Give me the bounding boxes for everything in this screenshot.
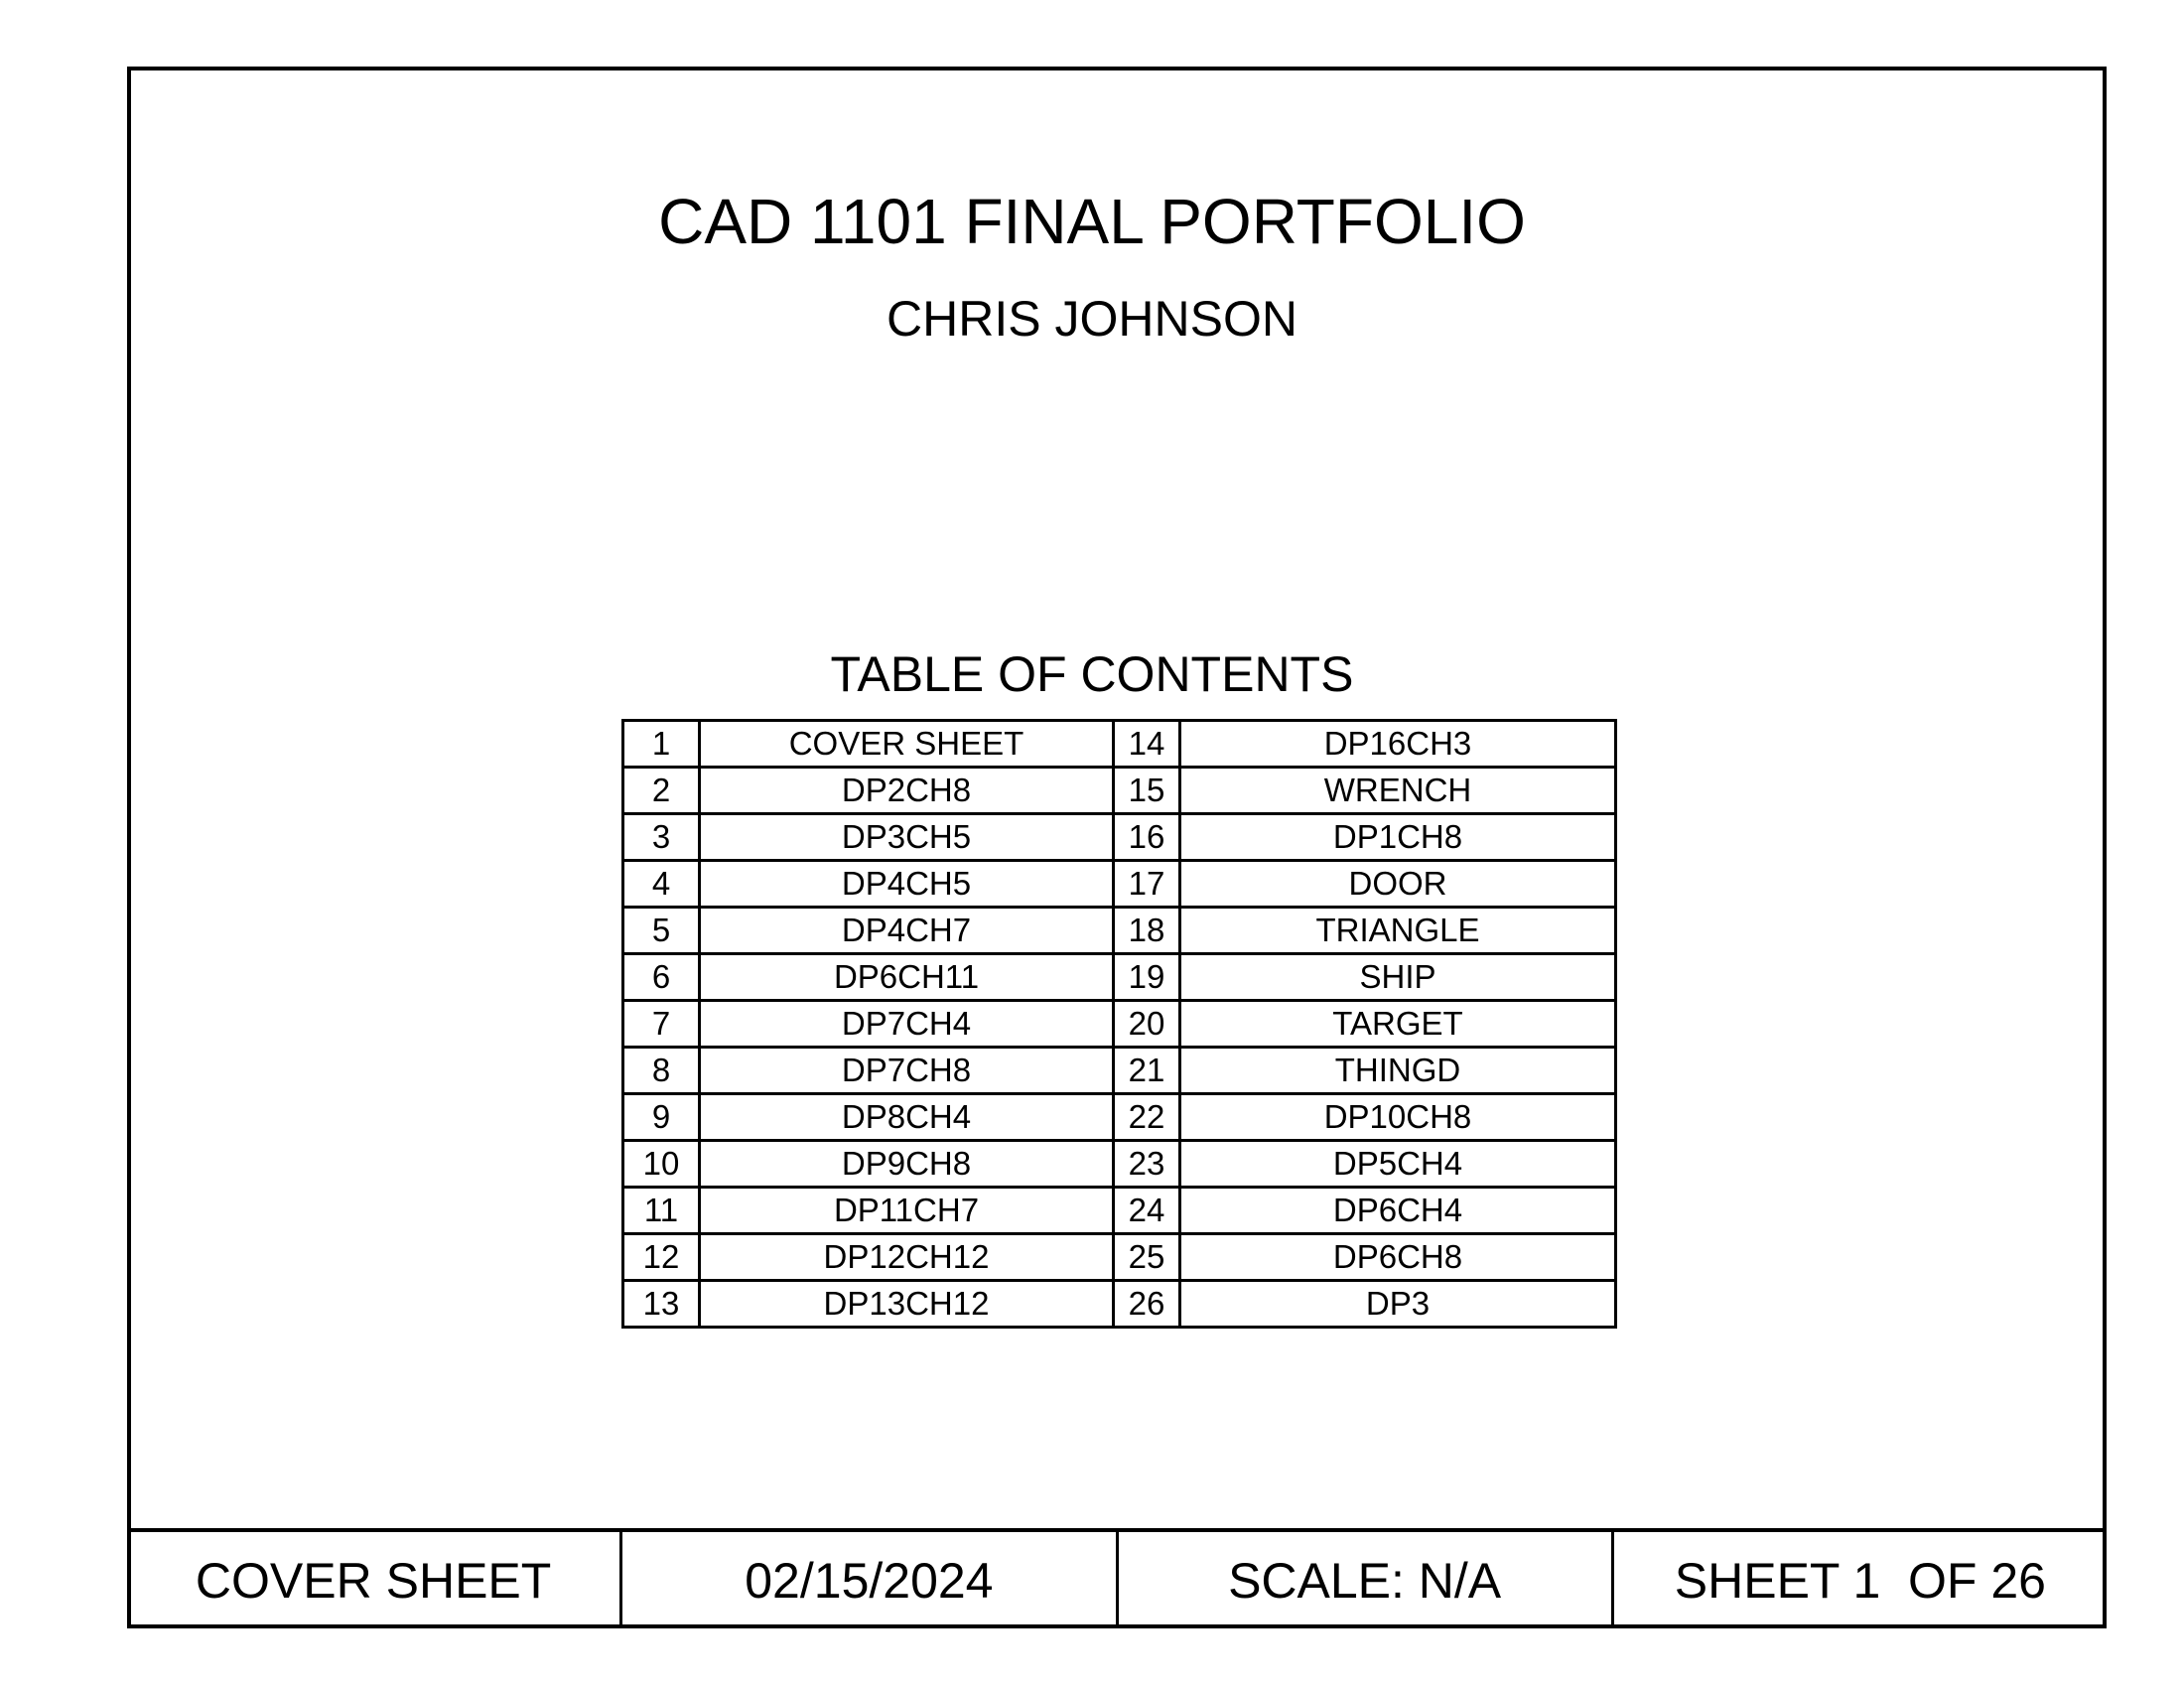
toc-row xyxy=(623,908,1616,954)
toc-sheet-number: 17 xyxy=(1114,861,1180,908)
toc-sheet-number: 19 xyxy=(1114,954,1180,1001)
toc-sheet-title: TARGET xyxy=(1180,1001,1616,1048)
toc-sheet-number: 2 xyxy=(623,768,700,814)
toc-sheet-title: DP4CH7 xyxy=(700,908,1114,954)
toc-sheet-title: DP3 xyxy=(1180,1281,1616,1328)
toc-row xyxy=(623,954,1616,1001)
toc-sheet-number: 3 xyxy=(623,814,700,861)
toc-sheet-number: 4 xyxy=(623,861,700,908)
toc-sheet-number: 18 xyxy=(1114,908,1180,954)
toc-sheet-number: 14 xyxy=(1114,721,1180,768)
toc-sheet-title: DP3CH5 xyxy=(700,814,1114,861)
toc-sheet-title: DP11CH7 xyxy=(700,1188,1114,1234)
toc-sheet-title: TRIANGLE xyxy=(1180,908,1616,954)
title-block-sheet-number: SHEET 1 OF 26 xyxy=(1674,1552,2046,1609)
toc-body xyxy=(623,721,1616,1328)
toc-sheet-number: 22 xyxy=(1114,1094,1180,1141)
toc-sheet-number: 26 xyxy=(1114,1281,1180,1328)
toc-sheet-number: 25 xyxy=(1114,1234,1180,1281)
toc-row xyxy=(623,1048,1616,1094)
toc-sheet-number: 6 xyxy=(623,954,700,1001)
title-block-date: 02/15/2024 xyxy=(622,1532,1118,1628)
toc-sheet-number: 15 xyxy=(1114,768,1180,814)
toc-sheet-title: COVER SHEET xyxy=(700,721,1114,768)
toc-sheet-title: DP13CH12 xyxy=(700,1281,1114,1328)
toc-row xyxy=(623,768,1616,814)
toc-sheet-title: SHIP xyxy=(1180,954,1616,1001)
toc-row xyxy=(623,814,1616,861)
toc-sheet-number: 16 xyxy=(1114,814,1180,861)
toc-sheet-title: DP5CH4 xyxy=(1180,1141,1616,1188)
toc-row xyxy=(623,1188,1616,1234)
toc-sheet-title: DP12CH12 xyxy=(700,1234,1114,1281)
toc-sheet-title: DP7CH8 xyxy=(700,1048,1114,1094)
toc-row xyxy=(623,721,1616,768)
toc-sheet-title: DP2CH8 xyxy=(700,768,1114,814)
toc-table xyxy=(621,719,1617,1329)
toc-sheet-title: DP6CH11 xyxy=(700,954,1114,1001)
toc-sheet-title: THINGD xyxy=(1180,1048,1616,1094)
toc-sheet-number: 7 xyxy=(623,1001,700,1048)
toc-row xyxy=(623,1234,1616,1281)
toc-sheet-title: WRENCH xyxy=(1180,768,1616,814)
toc-sheet-number: 10 xyxy=(623,1141,700,1188)
author-name: CHRIS JOHNSON xyxy=(887,291,1297,347)
toc-sheet-title: DP4CH5 xyxy=(700,861,1114,908)
toc-row xyxy=(623,1141,1616,1188)
toc-sheet-title: DP6CH8 xyxy=(1180,1234,1616,1281)
toc-row xyxy=(623,1001,1616,1048)
toc-sheet-number: 24 xyxy=(1114,1188,1180,1234)
title-block xyxy=(127,1528,2107,1628)
toc-sheet-title: DP16CH3 xyxy=(1180,721,1616,768)
toc-sheet-number: 5 xyxy=(623,908,700,954)
toc-sheet-title: DOOR xyxy=(1180,861,1616,908)
title-block-sheet-name: COVER SHEET xyxy=(127,1532,622,1628)
toc-heading: TABLE OF CONTENTS xyxy=(830,646,1354,702)
page-title: CAD 1101 FINAL PORTFOLIO xyxy=(658,186,1526,257)
toc-sheet-title: DP9CH8 xyxy=(700,1141,1114,1188)
toc-sheet-number: 23 xyxy=(1114,1141,1180,1188)
toc-row xyxy=(623,1094,1616,1141)
toc-sheet-number: 12 xyxy=(623,1234,700,1281)
toc-sheet-title: DP8CH4 xyxy=(700,1094,1114,1141)
title-block-scale: SCALE: N/A xyxy=(1119,1532,1614,1628)
toc-sheet-title: DP1CH8 xyxy=(1180,814,1616,861)
toc-sheet-number: 8 xyxy=(623,1048,700,1094)
toc-sheet-title: DP10CH8 xyxy=(1180,1094,1616,1141)
toc-sheet-number: 21 xyxy=(1114,1048,1180,1094)
toc-sheet-number: 20 xyxy=(1114,1001,1180,1048)
toc-row xyxy=(623,1281,1616,1328)
toc-sheet-number: 11 xyxy=(623,1188,700,1234)
toc-sheet-title: DP7CH4 xyxy=(700,1001,1114,1048)
toc-sheet-number: 9 xyxy=(623,1094,700,1141)
toc-sheet-title: DP6CH4 xyxy=(1180,1188,1616,1234)
toc-row xyxy=(623,861,1616,908)
toc-sheet-number: 1 xyxy=(623,721,700,768)
toc-sheet-number: 13 xyxy=(623,1281,700,1328)
